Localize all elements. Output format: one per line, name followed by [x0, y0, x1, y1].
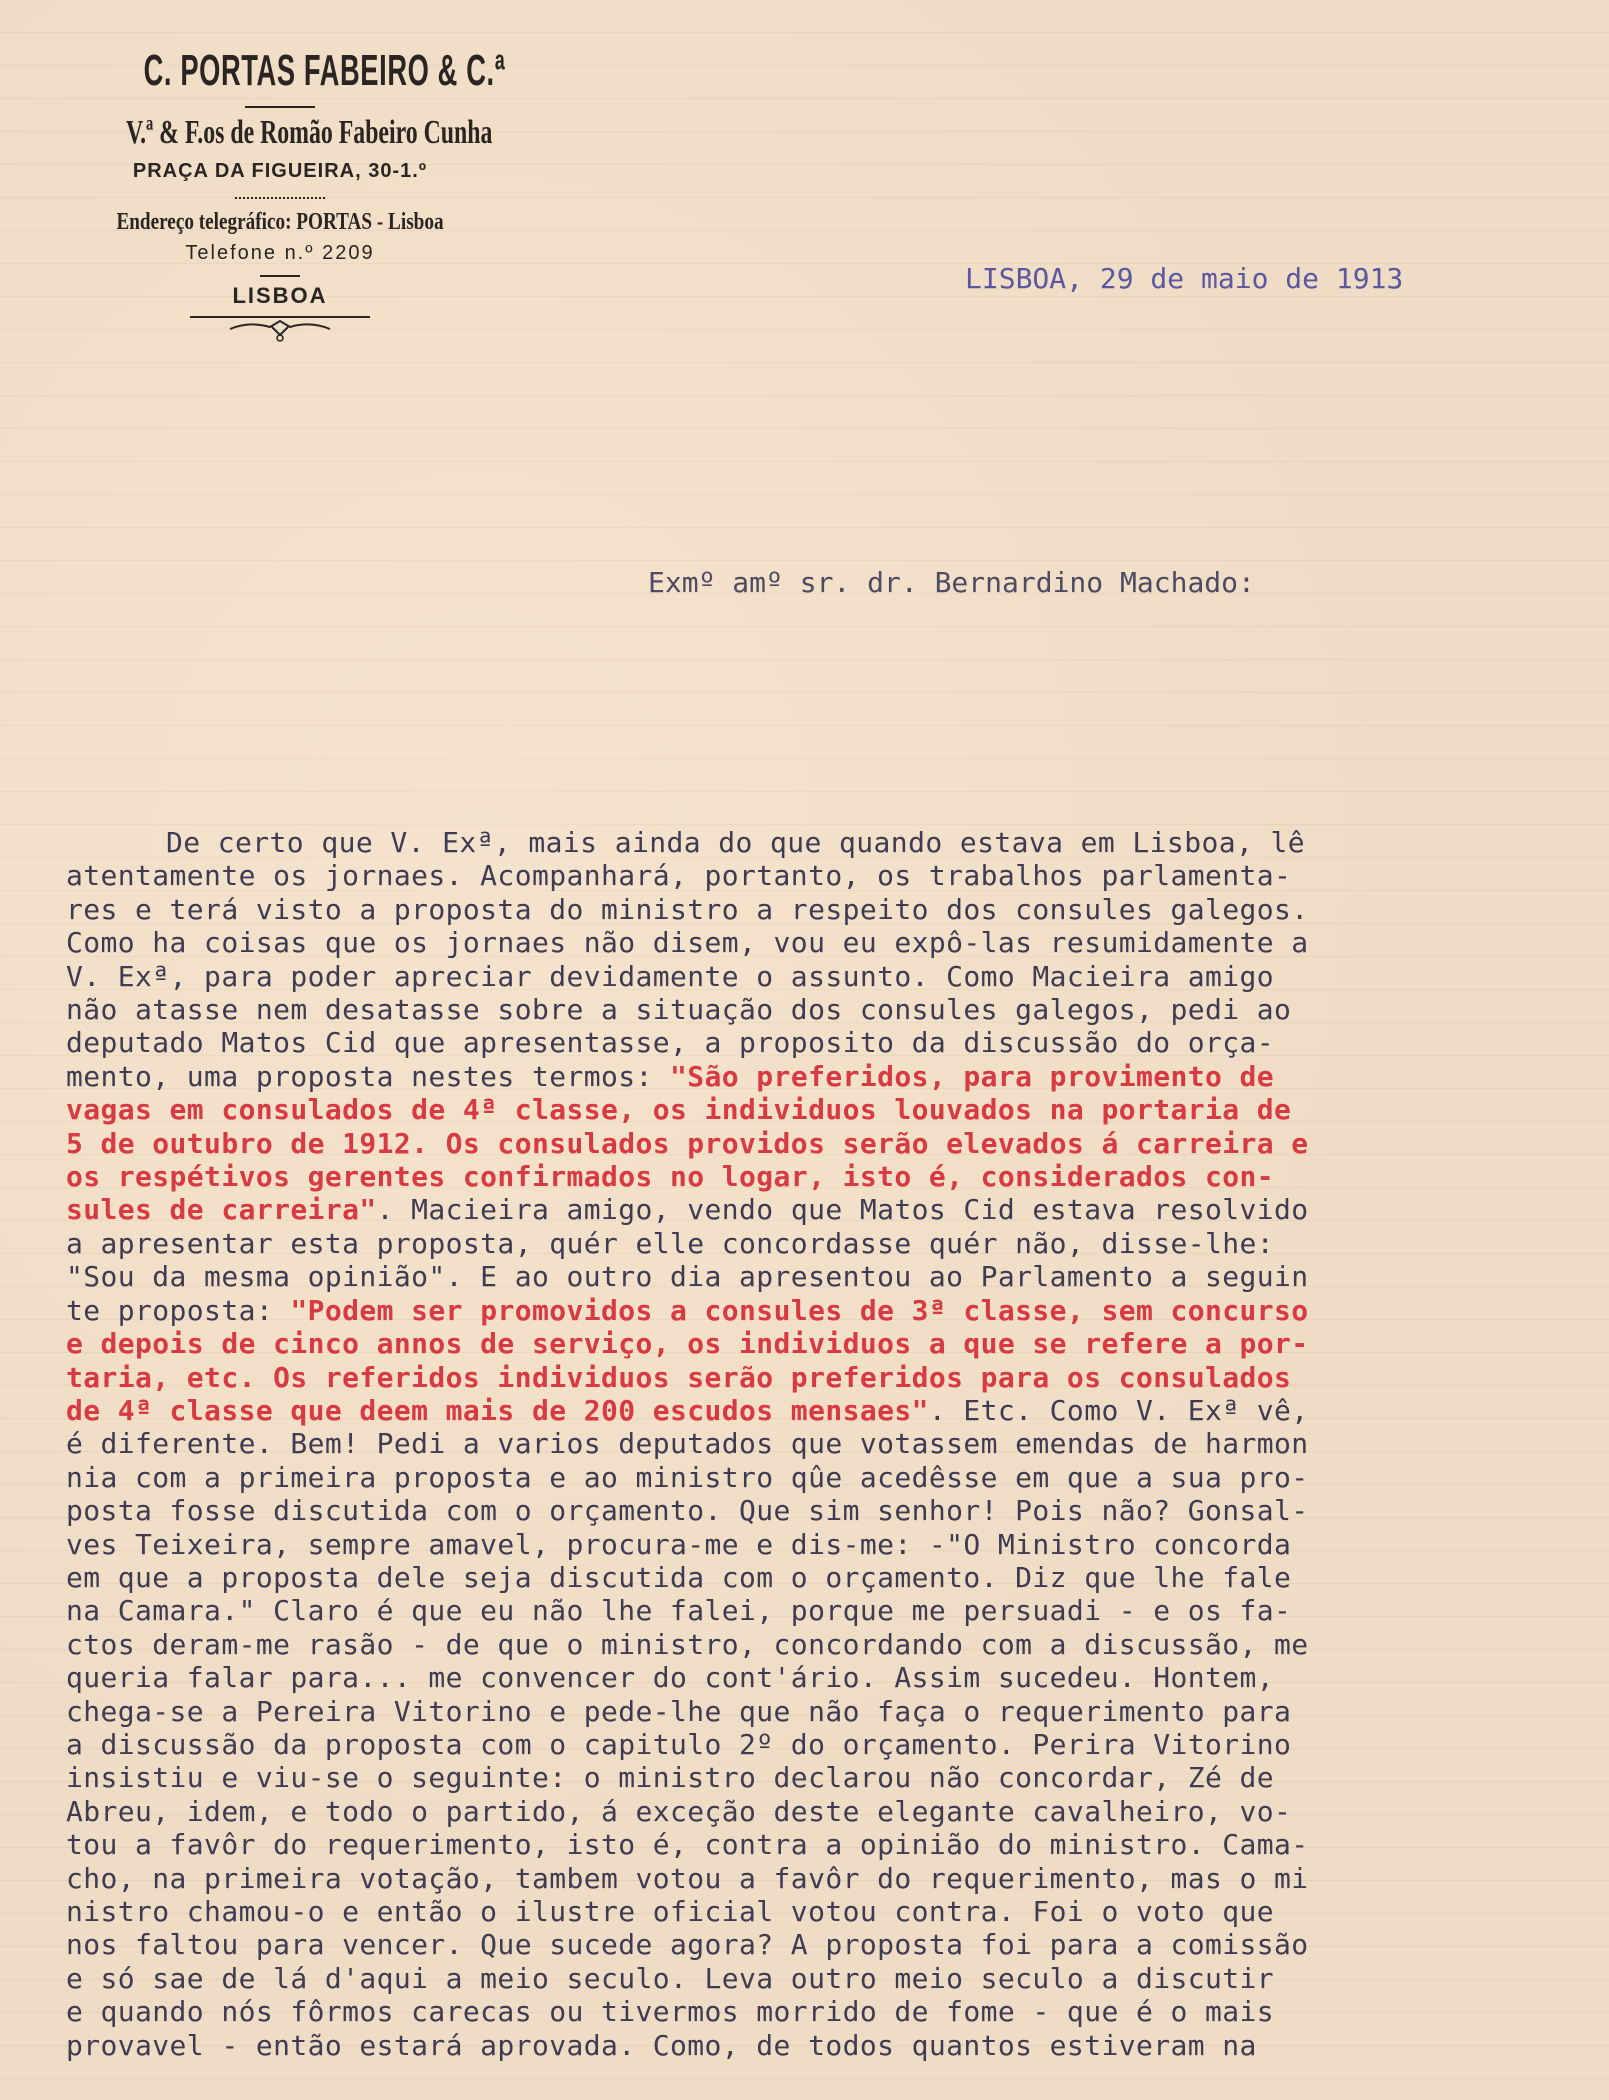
- body-line: [66, 1060, 1506, 1093]
- body-line: [66, 1193, 1506, 1226]
- salutation: Exmº amº sr. dr. Bernardino Machado:: [648, 566, 1255, 599]
- quoted-proposal-text: "Podem ser promovidos a consules de 3ª classe, sem concurso: [290, 1293, 1309, 1327]
- quoted-proposal-line: e depois de cinco annos de serviço, os individuos a que se refere a por-: [66, 1327, 1309, 1361]
- company-successors: V.ª & F.os de Romão Fabeiro Cunha: [126, 114, 493, 151]
- letterhead-city: LISBOA: [232, 283, 328, 308]
- body-line: [66, 1394, 1506, 1427]
- quoted-proposal-line: 5 de outubro de 1912. Os consulados providos serão elevados á carreira e: [66, 1126, 1309, 1160]
- telegraph-address: Endereço telegráfico: PORTAS - Lisboa: [116, 209, 444, 235]
- quoted-proposal-text: "São preferidos, para provimento de: [670, 1059, 1275, 1093]
- body-line: em que a proposta dele seja discutida com o orçamento. Diz que lhe fale: [66, 1560, 1292, 1594]
- quoted-proposal-line: vagas em consulados de 4ª classe, os individuos louvados na portaria de: [66, 1093, 1292, 1127]
- body-line: [66, 1294, 1506, 1327]
- quoted-proposal-text: de 4ª classe que deem mais de 200 escudos mensaes": [66, 1393, 929, 1427]
- body-text-segment: mento, uma proposta nestes termos:: [66, 1059, 671, 1093]
- body-line: ves Teixeira, sempre amavel, procura-me e dis-me: -"O Ministro concorda: [66, 1527, 1292, 1561]
- body-line: cho, na primeira votação, tambem votou a favôr do requerimento, mas o mi: [66, 1861, 1309, 1895]
- body-line: nia com a primeira proposta e ao ministro qûe acedêsse em que a sua pro-: [66, 1460, 1309, 1494]
- letterhead-rule-small: [260, 275, 300, 277]
- body-line: na Camara." Claro é que eu não lhe falei, porque me persuadi - e os fa-: [66, 1594, 1292, 1628]
- telephone-number: Telefone n.º 2209: [185, 242, 375, 264]
- letterhead-rule: [245, 106, 315, 108]
- body-text-segment: . Etc. Como V. Exª vê,: [928, 1393, 1309, 1427]
- body-line: res e terá visto a proposta do ministro a respeito dos consules galegos.: [66, 892, 1309, 926]
- body-line: e só sae de lá d'aqui a meio seculo. Leva outro meio seculo a discutir: [66, 1961, 1275, 1995]
- body-line: nistro chamou-o e então o ilustre oficial votou contra. Foi o voto que: [66, 1895, 1275, 1928]
- quoted-proposal-line: os respétivos gerentes confirmados no logar, isto é, considerados con-: [66, 1160, 1275, 1194]
- body-line: e quando nós fôrmos carecas ou tivermos morrido de fome - que é o mais: [66, 1995, 1275, 2029]
- body-line: é diferente. Bem! Pedi a varios deputados que votassem emendas de harmon: [66, 1427, 1309, 1461]
- body-line: queria falar para... me convencer do cont'ário. Assim sucedeu. Hontem,: [66, 1661, 1275, 1695]
- body-line: deputado Matos Cid que apresentasse, a proposito da discussão do orça-: [66, 1026, 1275, 1060]
- body-line: tou a favôr do requerimento, isto é, contra a opinião do ministro. Cama-: [66, 1828, 1309, 1862]
- ornament-icon: [190, 313, 370, 343]
- letter-body: [66, 826, 1506, 2062]
- company-name: C. PORTAS FABEIRO & C.ª: [143, 46, 506, 95]
- body-line: Abreu, idem, e todo o partido, á exceção deste elegante cavalheiro, vo-: [66, 1794, 1292, 1828]
- body-line: Como ha coisas que os jornaes não disem, vou eu expô-las resumidamente a: [66, 926, 1309, 960]
- body-line: nos faltou para vencer. Que sucede agora? A proposta foi para a comissão: [66, 1928, 1309, 1962]
- body-line: posta fosse discutida com o orçamento. Que sim senhor! Pois não? Gonsal-: [66, 1494, 1309, 1528]
- company-address: PRAÇA DA FIGUEIRA, 30-1.º: [132, 160, 428, 182]
- body-line: chega-se a Pereira Vitorino e pede-lhe que não faça o requerimento para: [66, 1694, 1292, 1728]
- quoted-proposal-text: sules de carreira": [66, 1193, 377, 1227]
- body-line: De certo que V. Exª, mais ainda do que quando estava em Lisboa, lê: [166, 826, 1305, 859]
- body-line: provavel - então estará aprovada. Como, de todos quantos estiveram na: [66, 2028, 1257, 2062]
- letterhead: [60, 40, 506, 343]
- body-line: a discussão da proposta com o capitulo 2º do orçamento. Perira Vitorino: [66, 1727, 1292, 1761]
- body-line: ctos deram-me rasão - de que o ministro, concordando com a discussão, me: [66, 1627, 1309, 1661]
- body-text-segment: . Macieira amigo, vendo que Matos Cid estava resolvido: [376, 1193, 1309, 1227]
- body-line: "Sou da mesma opinião". E ao outro dia apresentou ao Parlamento a seguin: [66, 1260, 1309, 1294]
- body-line: insistiu e viu-se o seguinte: o ministro declarou não concordar, Zé de: [66, 1761, 1275, 1795]
- body-line: a apresentar esta proposta, quér elle concordasse quér não, disse-lhe:: [66, 1226, 1275, 1260]
- body-text-segment: te proposta:: [66, 1293, 291, 1327]
- body-line: atentamente os jornaes. Acompanhará, portanto, os trabalhos parlamenta-: [66, 859, 1292, 893]
- quoted-proposal-line: taria, etc. Os referidos individuos serão preferidos para os consulados: [66, 1360, 1292, 1394]
- letter-date: LISBOA, 29 de maio de 1913: [965, 262, 1404, 295]
- letterhead-dotted-rule: [235, 197, 325, 199]
- body-line: não atasse nem desatasse sobre a situação dos consules galegos, pedi ao: [66, 993, 1292, 1027]
- body-line: V. Exª, para poder apreciar devidamente o assunto. Como Macieira amigo: [66, 959, 1275, 993]
